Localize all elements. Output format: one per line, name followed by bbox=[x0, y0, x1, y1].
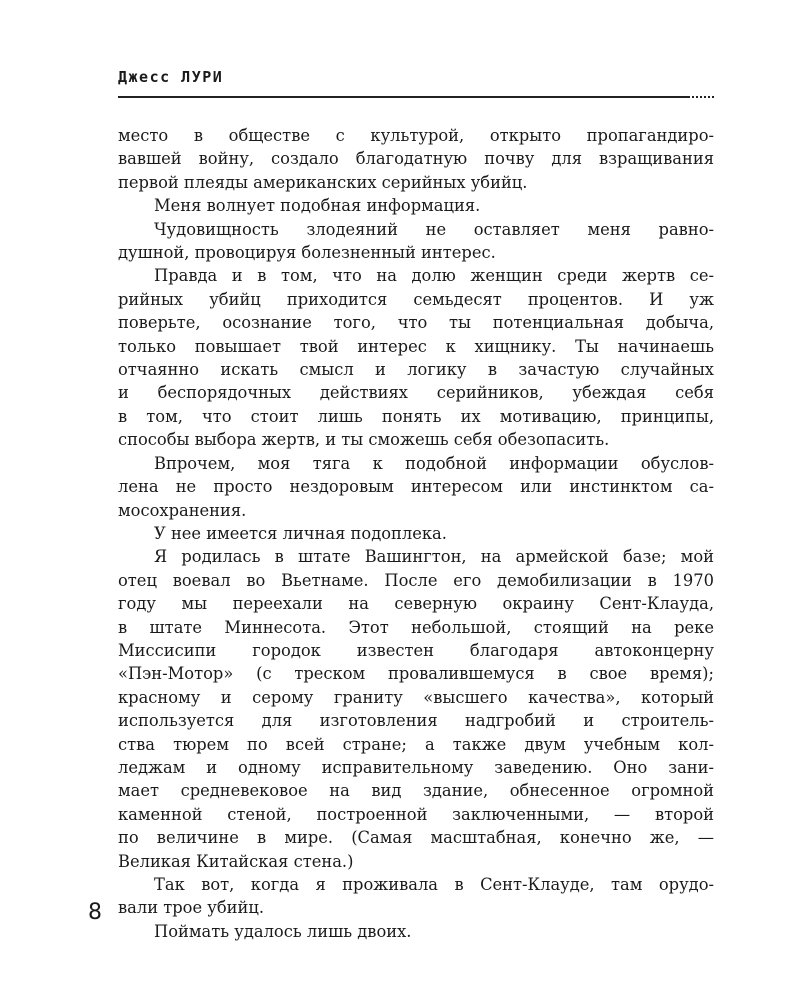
text-line: «Пэн-Мотор» (с треском провалившемуся в свое время); bbox=[118, 664, 714, 684]
text-line: способы выбора жертв, и ты сможешь себя обезопасить. bbox=[118, 430, 610, 450]
text-line: только повышает твой интерес к хищнику. Ты начинаешь bbox=[118, 336, 714, 356]
text-line: в том, что стоит лишь понять их мотивацию, принципы, bbox=[118, 406, 714, 426]
text-line: Впрочем, моя тяга к подобной информации обуслов- bbox=[154, 453, 714, 473]
text-line: Так вот, когда я проживала в Сент-Клауде, там орудо- bbox=[154, 875, 714, 894]
text-line: Правда и в том, что на долю женщин среди жертв се- bbox=[154, 266, 714, 286]
text-line: леджам и одному исправительному заведению. Оно зани- bbox=[118, 757, 714, 777]
text-line: по величине в мире. (Самая масштабная, конечно же, — bbox=[118, 828, 714, 848]
text-line: место в обществе с культурой, открыто пропагандиро- bbox=[118, 126, 714, 145]
text-line: лена не просто нездоровым интересом или инстинктом са- bbox=[118, 477, 714, 497]
header-rule-tail bbox=[688, 96, 714, 98]
text-line: мосохранения. bbox=[118, 500, 247, 520]
text-line: первой плеяды американских серийных убийц. bbox=[118, 172, 528, 192]
text-line: используется для изготовления надгробий и строитель- bbox=[118, 711, 714, 731]
text-line: отчаянно искать смысл и логику в зачастую случайных bbox=[118, 360, 714, 380]
text-line: Миссисипи городок известен благодаря автоконцерну bbox=[118, 640, 714, 660]
text-line: вавшей войну, создало благодатную почву для взращивания bbox=[118, 149, 714, 169]
text-line: У нее имеется личная подоплека. bbox=[154, 523, 447, 543]
text-line: Я родилась в штате Вашингтон, на армейской базе; мой bbox=[154, 547, 714, 567]
text-line: Чудовищность злодеяний не оставляет меня равно- bbox=[154, 219, 714, 239]
text-line: красному и серому граниту «высшего качества», который bbox=[118, 687, 714, 707]
text-line: поверьте, осознание того, что ты потенциальная добыча, bbox=[118, 313, 714, 333]
text-line: отец воевал во Вьетнаме. После его демобилизации в 1970 bbox=[118, 570, 714, 590]
text-line: душной, провоцируя болезненный интерес. bbox=[118, 243, 496, 263]
text-line: году мы переехали на северную окраину Сент-Клауда, bbox=[118, 594, 714, 614]
text-line: вали трое убийц. bbox=[118, 898, 265, 918]
running-title: Джесс ЛУРИ bbox=[118, 68, 224, 86]
text-line: Меня волнует подобная информация. bbox=[154, 196, 481, 216]
text-line: и беспорядочных действиях серийников, убеждая себя bbox=[118, 383, 714, 403]
text-line: Поймать удалось лишь двоих. bbox=[154, 921, 412, 941]
main-text bbox=[118, 124, 714, 943]
page-number: 8 bbox=[88, 900, 102, 925]
header-rule bbox=[118, 96, 688, 98]
text-line: мает средневековое на вид здание, обнесенное огромной bbox=[118, 781, 714, 801]
text-line: в штате Миннесота. Этот небольшой, стоящий на реке bbox=[118, 617, 714, 637]
text-line: каменной стеной, построенной заключенными, — второй bbox=[118, 804, 714, 824]
text-line: ства тюрем по всей стране; а также двум учебным кол- bbox=[118, 734, 714, 754]
text-line: Великая Китайская стена.) bbox=[118, 851, 354, 871]
text-line: рийных убийц приходится семьдесят процентов. И уж bbox=[118, 289, 714, 309]
